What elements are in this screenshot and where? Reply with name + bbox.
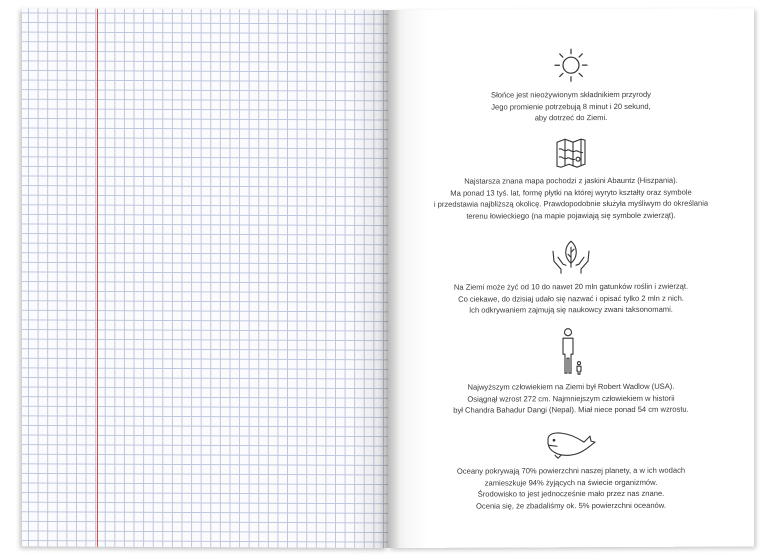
fact-line: Najstarsza znana mapa pochodzi z jaskini Abauntz (Hiszpania). [464,175,678,186]
fact-text [388,88,754,124]
fact-line: Osiągnął wzrost 272 cm. Najmniejszym człowiekiem w historii [467,393,675,404]
fact-line: i przedstawia najbliższą okolicę. Prawdopodobnie służyła myśliwym do określania [433,198,709,209]
red-margin-line [97,9,98,547]
fact-line: Najwyższym człowiekiem na Ziemi był Robert Wadlow (USA). [467,381,675,392]
fact-line: Słońce jest nieożywionym składnikiem przyrody [491,89,651,100]
fact-line: Jego promienie potrzebują 8 minut i 20 sekund, [491,101,651,112]
fact-text [388,174,754,222]
fact-line: Oceany pokrywają 70% powierzchni naszej planety, a w ich wodach [456,465,686,476]
fact-line: Ocenia się, że zbadaliśmy ok. 5% powierzchni oceanów. [476,500,666,511]
fact-line: Na Ziemi może żyć od 10 do nawet 20 mln gatunków roślin i zwierząt. [453,281,689,292]
fact-text [388,280,754,316]
fact-line: Ich odkrywaniem zajmują się naukowcy zwani taksonomami. [469,304,673,315]
hands-leaf-icon [549,237,593,275]
fact-line: aby dotrzeć do Ziemi. [534,113,608,123]
fact-text [388,380,754,416]
tall-and-small-person-icon [556,327,586,375]
fact-line: Środowisko to jest jednocześnie mało przez nas znane. [477,488,665,499]
fact-block-oceans [388,428,754,512]
right-page-facts [388,8,754,548]
notebook-spread [22,10,754,548]
fact-line: zamieszkuje 94% żyjących na świecie organizmów. [484,477,658,488]
fact-line: był Chandra Bahadur Dangi (Nepal). Miał niece ponad 54 cm wzrostu. [453,404,689,415]
sun-icon [553,47,589,83]
fact-block-height [388,326,754,416]
fact-line: Ma ponad 13 tyś. lat, formę płytki na której wyryto kształty oraz symbole [450,187,692,198]
fact-block-sun [388,46,754,124]
fact-line: terenu łowieckiego (na mapie pojawiają się symbole zwierząt). [466,210,676,221]
whale-icon [545,429,597,459]
fact-block-map [388,136,754,222]
map-icon [554,137,588,169]
fact-text [388,464,754,512]
fact-line: Co ciekawe, do dzisiaj udało się nazwać i opisać tylko 2 mln z nich. [458,293,684,304]
fact-block-species [388,236,754,316]
left-page-grid-paper [22,8,388,548]
